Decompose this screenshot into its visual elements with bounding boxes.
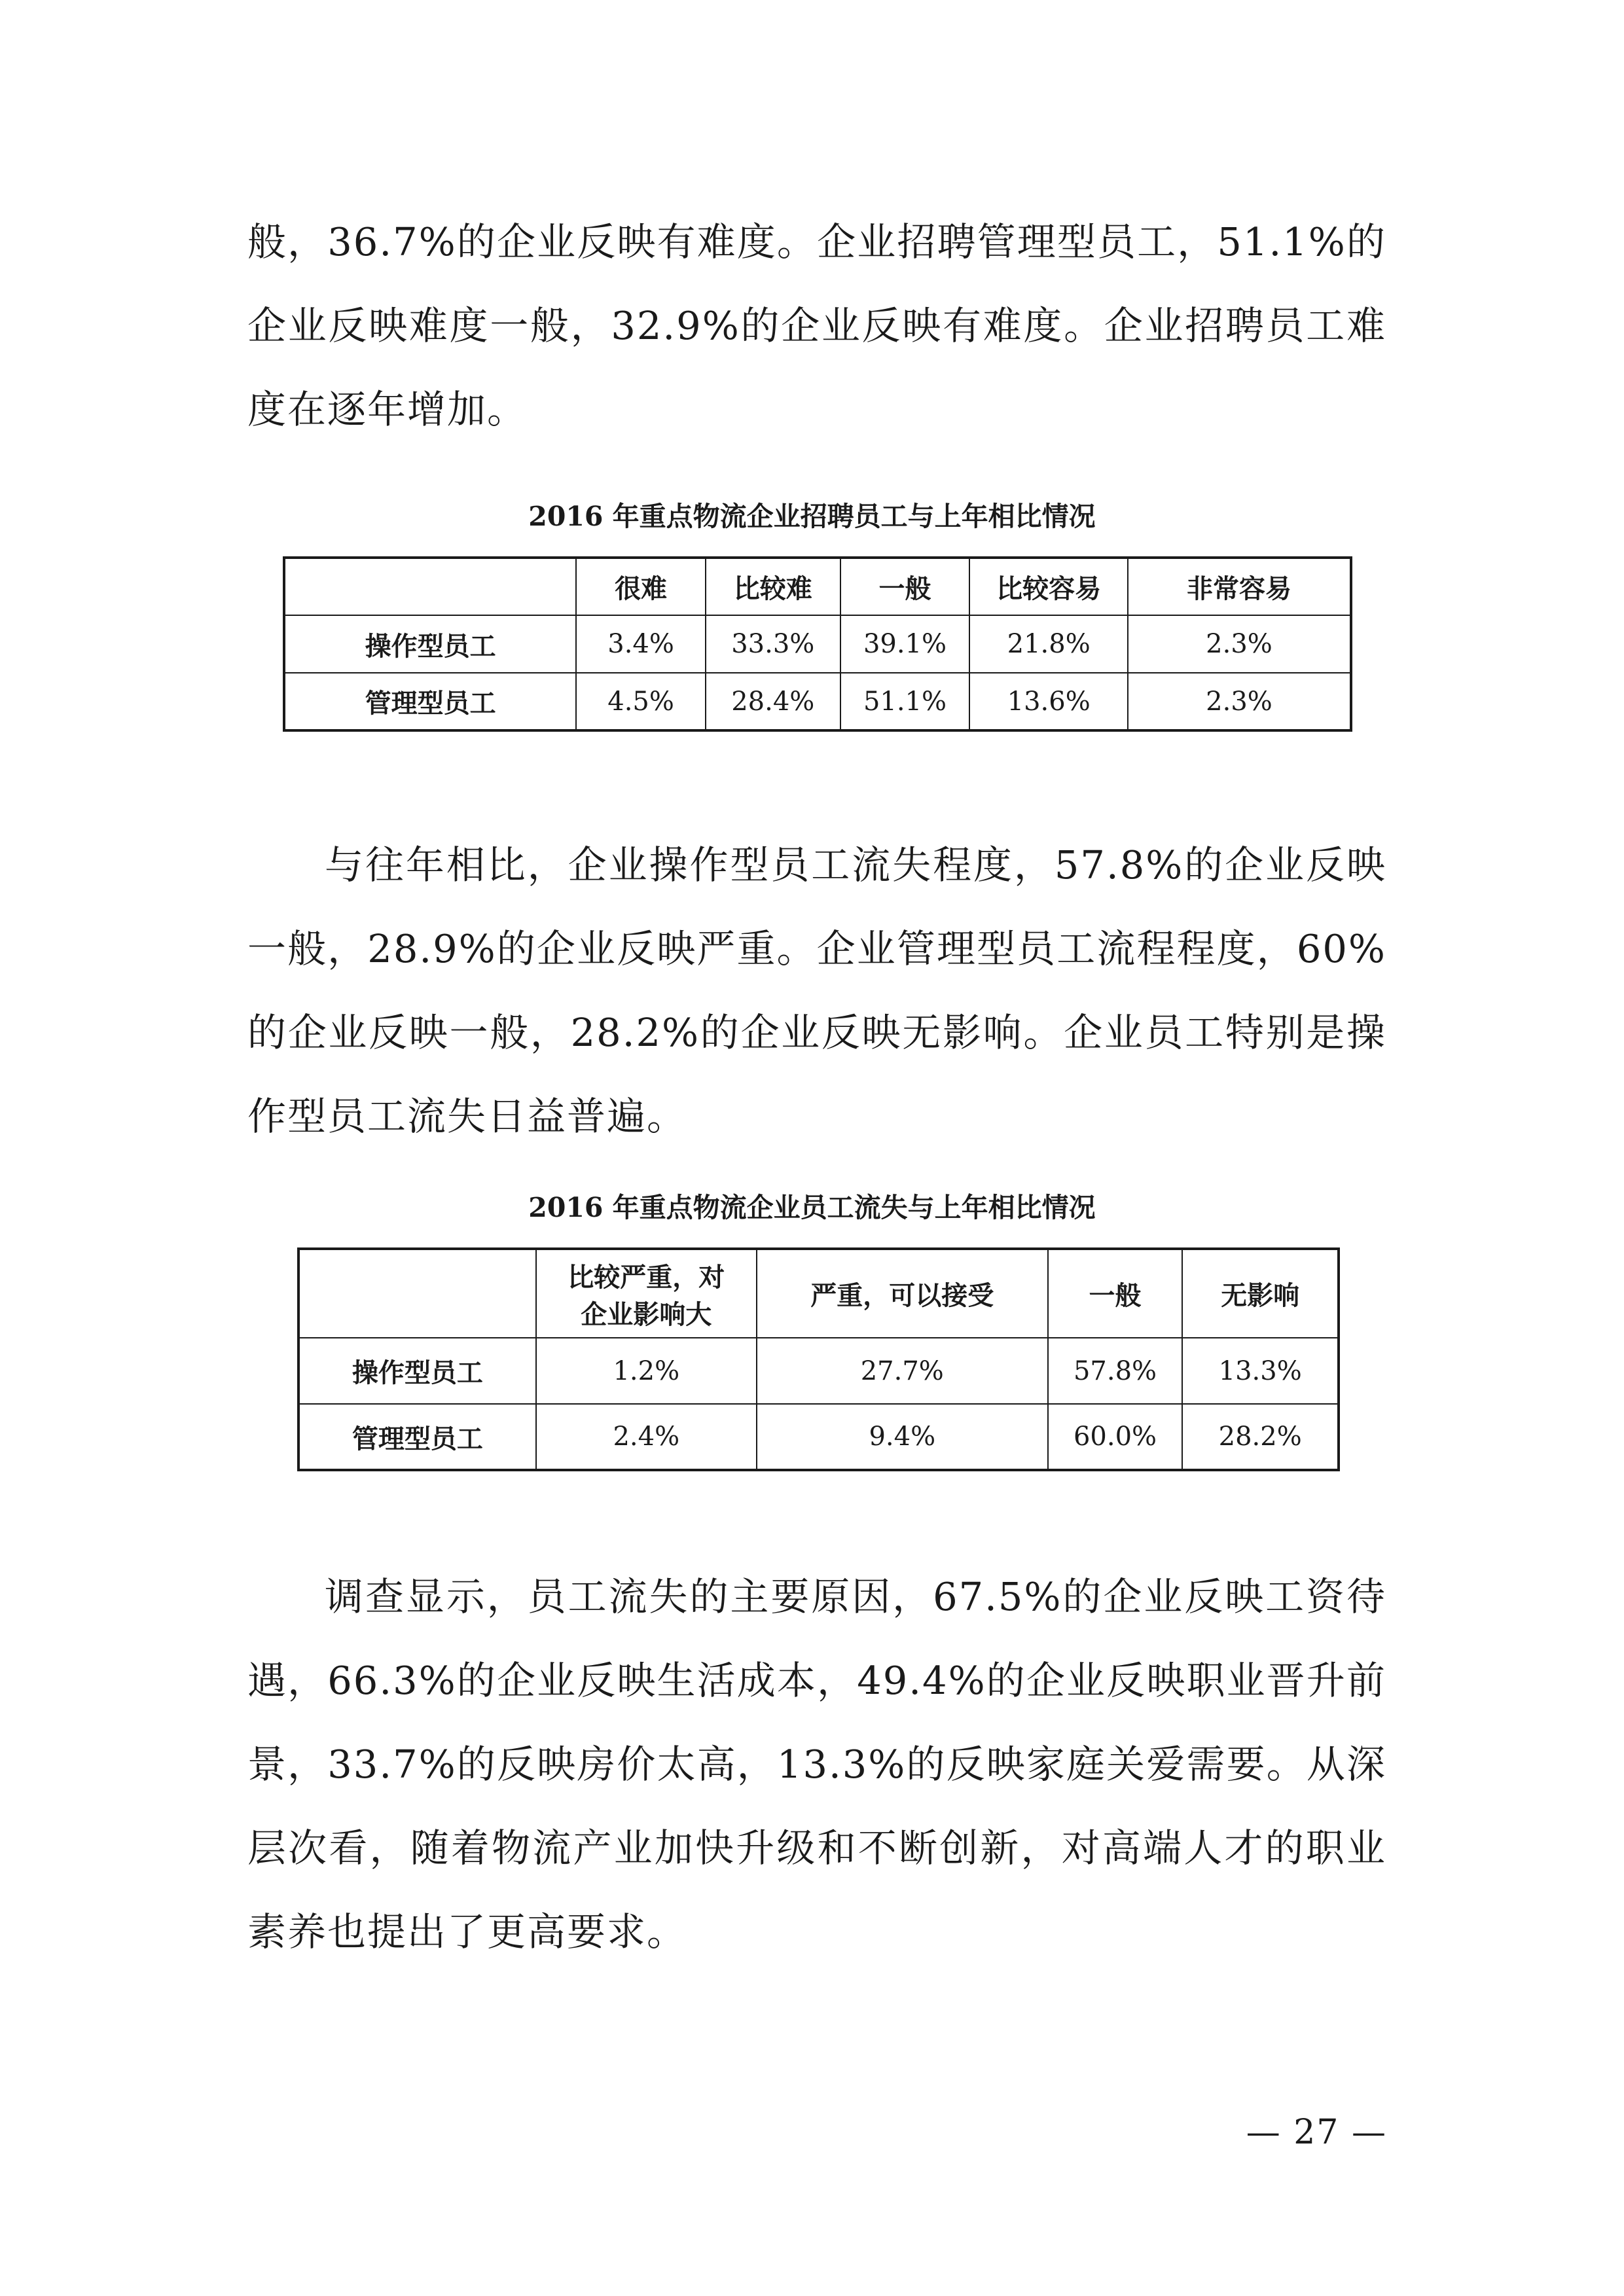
table-cell: 1.2% (536, 1338, 757, 1404)
table-cell: 2.3% (1128, 615, 1351, 673)
table-header-cell: 很难 (576, 558, 706, 615)
page-number: — 27 — (1246, 2113, 1387, 2152)
table-row (298, 1338, 1339, 1404)
table-header-cell: 一般 (1048, 1249, 1183, 1338)
recruitment-comparison-table (283, 556, 1352, 732)
table-row (284, 615, 1351, 673)
table-cell: 60.0% (1048, 1404, 1183, 1470)
row-label: 操作型员工 (284, 615, 576, 673)
row-label: 管理型员工 (298, 1404, 536, 1470)
paragraph-recruitment-difficulty: 般，36.7%的企业反映有难度。企业招聘管理型员工，51.1%的企业反映难度一般，32.9%的企业反映有难度。企业招聘员工难度在逐年增加。 (247, 219, 1386, 432)
turnover-comparison-table (297, 1247, 1340, 1471)
table1-caption: 2016 年重点物流企业招聘员工与上年相比情况 (528, 501, 1096, 532)
table-header-cell (298, 1249, 536, 1338)
table-row (284, 673, 1351, 730)
table-cell: 51.1% (840, 673, 970, 730)
table2-caption: 2016 年重点物流企业员工流失与上年相比情况 (528, 1192, 1096, 1223)
table-header-cell: 比较严重，对企业影响大 (536, 1249, 757, 1338)
table-cell: 13.3% (1182, 1338, 1339, 1404)
row-label: 管理型员工 (284, 673, 576, 730)
table-header-cell: 比较难 (706, 558, 840, 615)
table-header-row (284, 558, 1351, 615)
table-cell: 27.7% (757, 1338, 1048, 1404)
table-cell: 21.8% (969, 615, 1128, 673)
table-cell: 57.8% (1048, 1338, 1183, 1404)
table-cell: 9.4% (757, 1404, 1048, 1470)
table-cell: 2.3% (1128, 673, 1351, 730)
table-cell: 3.4% (576, 615, 706, 673)
table-cell: 2.4% (536, 1404, 757, 1470)
table-header-cell: 严重，可以接受 (757, 1249, 1048, 1338)
table-cell: 33.3% (706, 615, 840, 673)
table-header-cell: 一般 (840, 558, 970, 615)
table-header-cell (284, 558, 576, 615)
table-cell: 4.5% (576, 673, 706, 730)
paragraph-staff-turnover: 与往年相比，企业操作型员工流失程度，57.8%的企业反映一般，28.9%的企业反映严重。企业管理型员工流程程度，60%的企业反映一般，28.2%的企业反映无影响。企业员工特别是操作型员工流失日益普遍。 (247, 842, 1386, 1139)
table-cell: 13.6% (969, 673, 1128, 730)
table-row (298, 1404, 1339, 1470)
table-cell: 39.1% (840, 615, 970, 673)
table-header-cell: 非常容易 (1128, 558, 1351, 615)
table-cell: 28.2% (1182, 1404, 1339, 1470)
row-label: 操作型员工 (298, 1338, 536, 1404)
table-header-cell: 比较容易 (969, 558, 1128, 615)
table-header-cell: 无影响 (1182, 1249, 1339, 1338)
table-cell: 28.4% (706, 673, 840, 730)
table-header-row (298, 1249, 1339, 1338)
paragraph-turnover-reasons: 调查显示，员工流失的主要原因，67.5%的企业反映工资待遇，66.3%的企业反映生活成本，49.4%的企业反映职业晋升前景，33.7%的反映房价太高，13.3%的反映家庭关爱需要。从深层次看，随着物流产业加快升级和不断创新，对高端人才的职业素养也提出了更高要求。 (247, 1574, 1386, 1954)
